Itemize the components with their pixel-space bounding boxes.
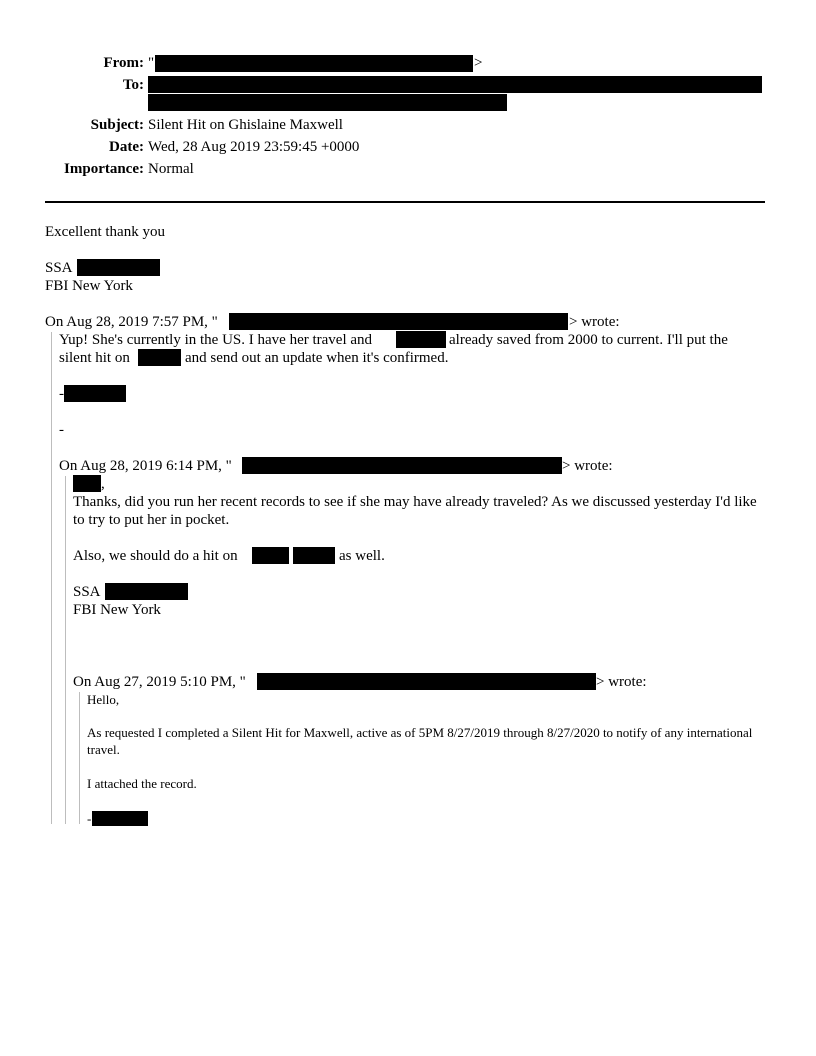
redaction-box <box>252 547 289 564</box>
from-open-quote: " <box>148 55 155 71</box>
reply1-attribution-suffix: > wrote: <box>569 314 620 330</box>
redaction-box <box>155 55 473 72</box>
reply1-text-b: already saved from 2000 to current. I'll put the <box>449 332 728 348</box>
redaction-box <box>396 331 446 348</box>
reply2-attribution-suffix: > wrote: <box>562 458 613 474</box>
from-close: > <box>474 55 483 71</box>
redaction-box <box>148 94 507 111</box>
redaction-box <box>73 475 101 492</box>
reply2-attribution-prefix: On Aug 28, 2019 6:14 PM, " <box>59 458 232 474</box>
header-divider <box>45 201 765 203</box>
reply3-attribution-suffix: > wrote: <box>596 674 647 690</box>
redaction-box <box>257 673 596 690</box>
body-line: Excellent thank you <box>45 224 165 240</box>
reply1-attribution <box>45 313 218 331</box>
from-label: From: <box>103 55 144 71</box>
reply1-dash-2: - <box>59 422 64 438</box>
date-label: Date: <box>109 139 144 155</box>
redaction-box <box>64 385 126 402</box>
importance-value: Normal <box>148 161 194 177</box>
importance-label: Importance: <box>64 161 144 177</box>
to-label: To: <box>122 77 144 93</box>
quote-bar <box>65 476 66 824</box>
redaction-box <box>229 313 568 330</box>
redaction-box <box>138 349 181 366</box>
reply3-greeting: Hello, <box>87 692 120 707</box>
reply2-paragraph: Thanks, did you run her recent records to see if she may have already traveled? As we discussed yesterday I'd like to try to put her in pocket. <box>73 494 757 528</box>
reply2-greeting-comma: , <box>101 476 105 492</box>
reply3-dash: - <box>87 811 92 826</box>
redaction-box <box>148 76 762 93</box>
quote-bar <box>51 332 52 824</box>
from-value <box>148 54 154 72</box>
signature-office: FBI New York <box>45 278 133 294</box>
reply3-attachment-note: I attached the record. <box>87 776 197 791</box>
reply2-signature-office: FBI New York <box>73 602 161 618</box>
reply2-attribution <box>59 457 232 475</box>
subject-value: Silent Hit on Ghislaine Maxwell <box>148 117 343 133</box>
reply2-text-b: as well. <box>339 548 385 564</box>
reply1-text-d: and send out an update when it's confirmed. <box>185 350 449 366</box>
reply1-attribution-prefix: On Aug 28, 2019 7:57 PM, " <box>45 314 218 330</box>
reply1-text-c: silent hit on <box>59 350 130 366</box>
redaction-box <box>92 811 148 826</box>
reply1-text-a: Yup! She's currently in the US. I have her travel and <box>59 332 373 348</box>
reply2-text-a: Also, we should do a hit on <box>73 548 238 564</box>
reply1-dash: - <box>59 386 64 402</box>
redaction-box <box>293 547 335 564</box>
quote-bar <box>79 692 80 824</box>
date-value: Wed, 28 Aug 2019 23:59:45 +0000 <box>148 139 360 155</box>
redaction-box <box>105 583 188 600</box>
subject-label: Subject: <box>90 117 144 133</box>
reply2-signature-title: SSA <box>73 584 101 600</box>
signature-title: SSA <box>45 260 73 276</box>
reply3-attribution <box>73 673 246 691</box>
reply3-attribution-prefix: On Aug 27, 2019 5:10 PM, " <box>73 674 246 690</box>
redaction-box <box>77 259 160 276</box>
redaction-box <box>242 457 562 474</box>
reply3-paragraph: As requested I completed a Silent Hit for Maxwell, active as of 5PM 8/27/2019 through 8/27/2020 to notify of any international travel. <box>87 725 753 757</box>
